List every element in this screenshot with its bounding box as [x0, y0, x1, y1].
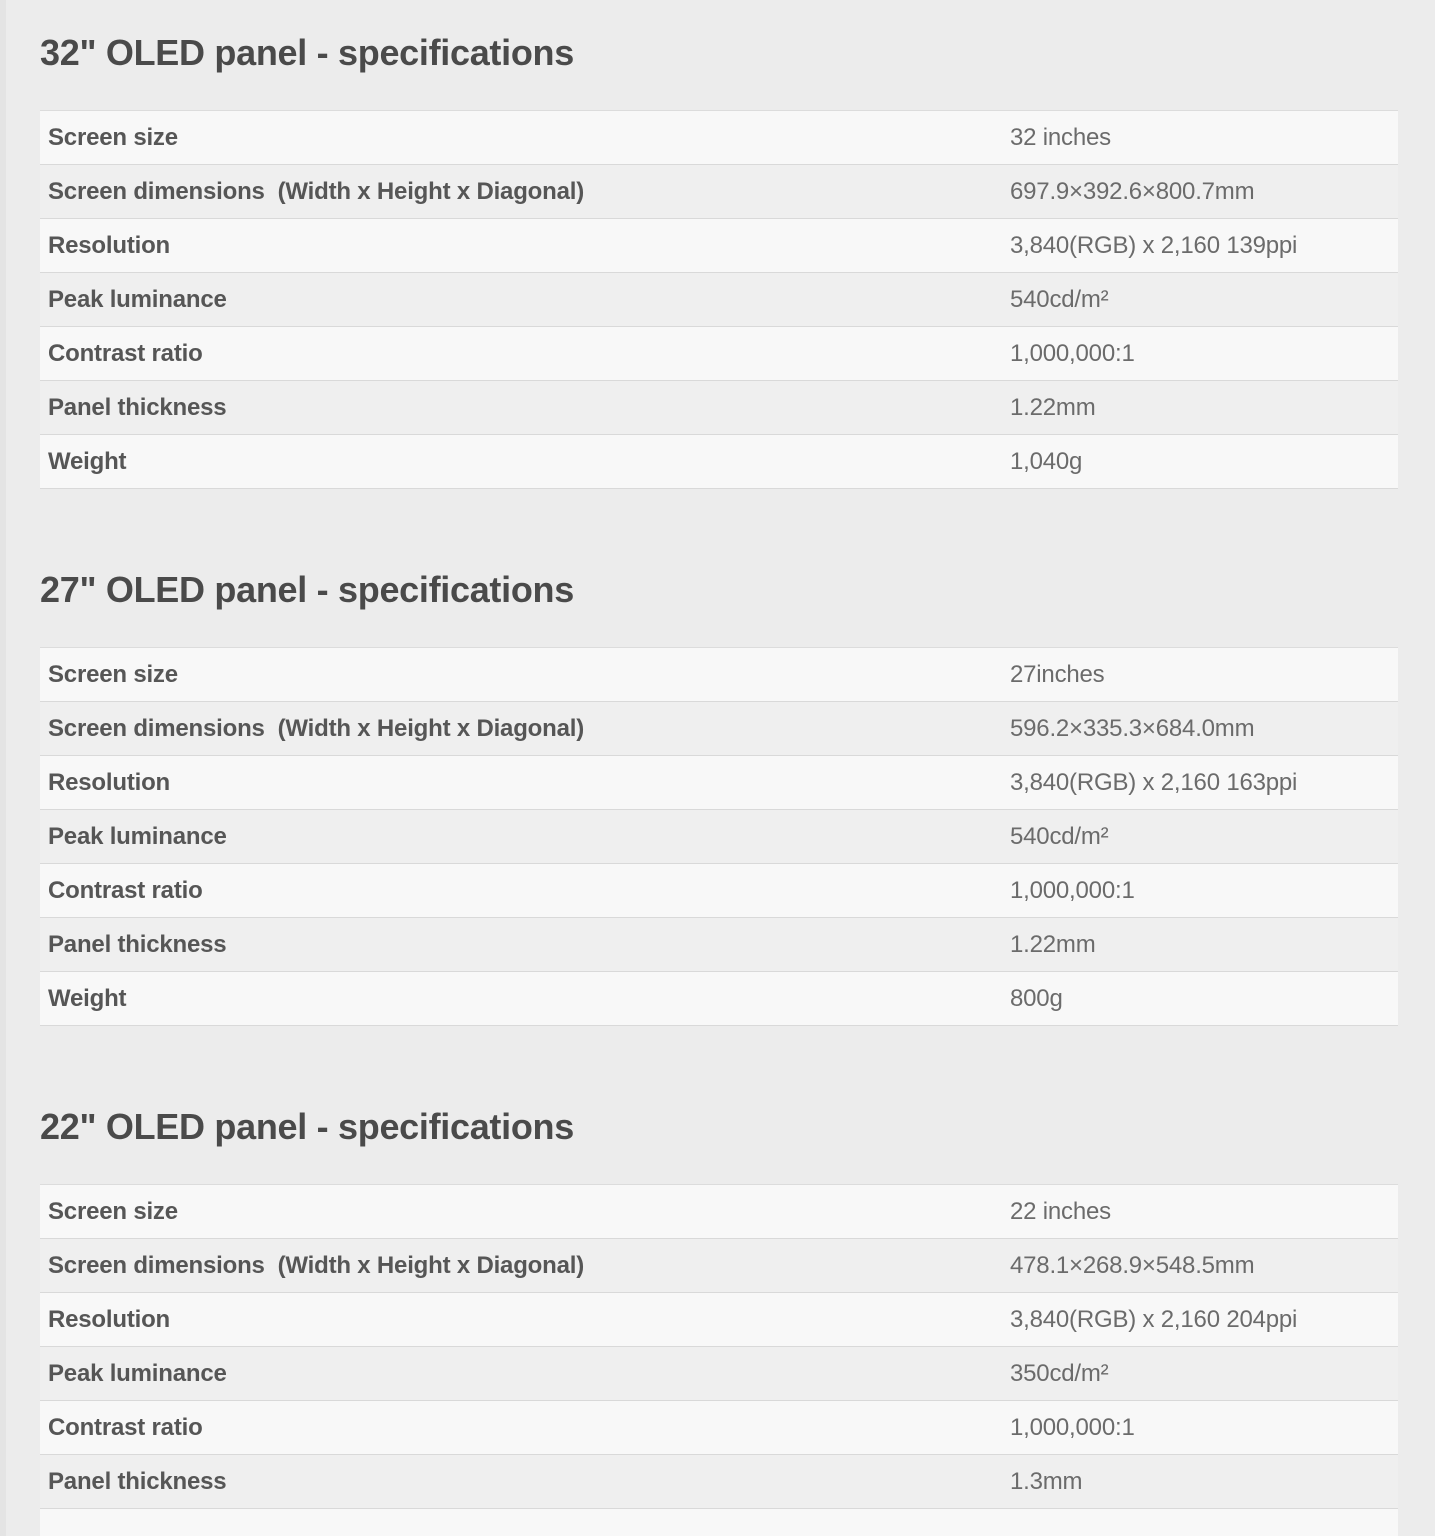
section-32-oled [40, 30, 1398, 489]
table-row [40, 972, 1398, 1026]
spec-table-27 [40, 647, 1398, 1026]
page-left-edge [0, 0, 6, 1536]
spec-label: Weight [48, 984, 127, 1012]
spec-value: 1,000,000:1 [1010, 1413, 1135, 1441]
section-22-oled [40, 1104, 1398, 1536]
spec-label: Contrast ratio [48, 339, 203, 367]
spec-value: 350cd/m² [1010, 1359, 1109, 1387]
spec-value: 3,840(RGB) x 2,160 139ppi [1010, 231, 1298, 259]
table-row [40, 1455, 1398, 1509]
spec-value: 32 inches [1010, 123, 1111, 151]
spec-label: Resolution [48, 768, 170, 796]
spec-value: 478.1×268.9×548.5mm [1010, 1251, 1255, 1279]
spec-label: Screen size [48, 660, 178, 688]
spec-table-22 [40, 1184, 1398, 1536]
table-row [40, 918, 1398, 972]
table-row [40, 756, 1398, 810]
table-row [40, 1347, 1398, 1401]
table-row [40, 864, 1398, 918]
spec-value: 22 inches [1010, 1197, 1111, 1225]
spec-table-32 [40, 110, 1398, 489]
table-row [40, 381, 1398, 435]
spec-label: Screen size [48, 123, 178, 151]
table-row [40, 111, 1398, 165]
spec-label: Screen dimensions (Width x Height x Diagonal) [48, 714, 584, 742]
table-row [40, 435, 1398, 489]
table-row [40, 702, 1398, 756]
section-title: 22" OLED panel - specifications [40, 1106, 574, 1147]
page-title: 32" OLED panel - specifications [40, 32, 574, 73]
table-row [40, 810, 1398, 864]
spec-value: 697.9×392.6×800.7mm [1010, 177, 1255, 205]
spec-label: Panel thickness [48, 393, 227, 421]
table-row [40, 1293, 1398, 1347]
spec-label: Peak luminance [48, 1359, 227, 1387]
table-row [40, 1401, 1398, 1455]
spec-label: Contrast ratio [48, 1413, 203, 1441]
spec-value: 1.3mm [1010, 1467, 1083, 1495]
spec-value: 540cd/m² [1010, 285, 1109, 313]
spec-label: Peak luminance [48, 822, 227, 850]
spec-label: Screen dimensions (Width x Height x Diagonal) [48, 1251, 584, 1279]
spec-label: Contrast ratio [48, 876, 203, 904]
table-row [40, 1185, 1398, 1239]
section-27-oled [40, 567, 1398, 1026]
table-row [40, 1239, 1398, 1293]
spec-label: Resolution [48, 231, 170, 259]
spec-label: Panel thickness [48, 930, 227, 958]
spec-value: 3,840(RGB) x 2,160 163ppi [1010, 768, 1298, 796]
table-row [40, 273, 1398, 327]
table-row-partial [40, 1509, 1398, 1536]
spec-value: 1.22mm [1010, 393, 1096, 421]
spec-label: Peak luminance [48, 285, 227, 313]
spec-label: Weight [48, 447, 127, 475]
spec-value: 1,040g [1010, 447, 1083, 475]
table-row [40, 327, 1398, 381]
table-row [40, 165, 1398, 219]
spec-value: 27inches [1010, 660, 1105, 688]
spec-value: 1,000,000:1 [1010, 339, 1135, 367]
spec-label: Panel thickness [48, 1467, 227, 1495]
spec-value: 1,000,000:1 [1010, 876, 1135, 904]
table-row [40, 648, 1398, 702]
spec-label: Resolution [48, 1305, 170, 1333]
spec-value: 540cd/m² [1010, 822, 1109, 850]
spec-value: 3,840(RGB) x 2,160 204ppi [1010, 1305, 1298, 1333]
spec-label: Screen size [48, 1197, 178, 1225]
section-title: 27" OLED panel - specifications [40, 569, 574, 610]
spec-value: 1.22mm [1010, 930, 1096, 958]
table-row [40, 219, 1398, 273]
spec-value: 596.2×335.3×684.0mm [1010, 714, 1255, 742]
spec-value: 800g [1010, 984, 1063, 1012]
spec-label: Screen dimensions (Width x Height x Diagonal) [48, 177, 584, 205]
